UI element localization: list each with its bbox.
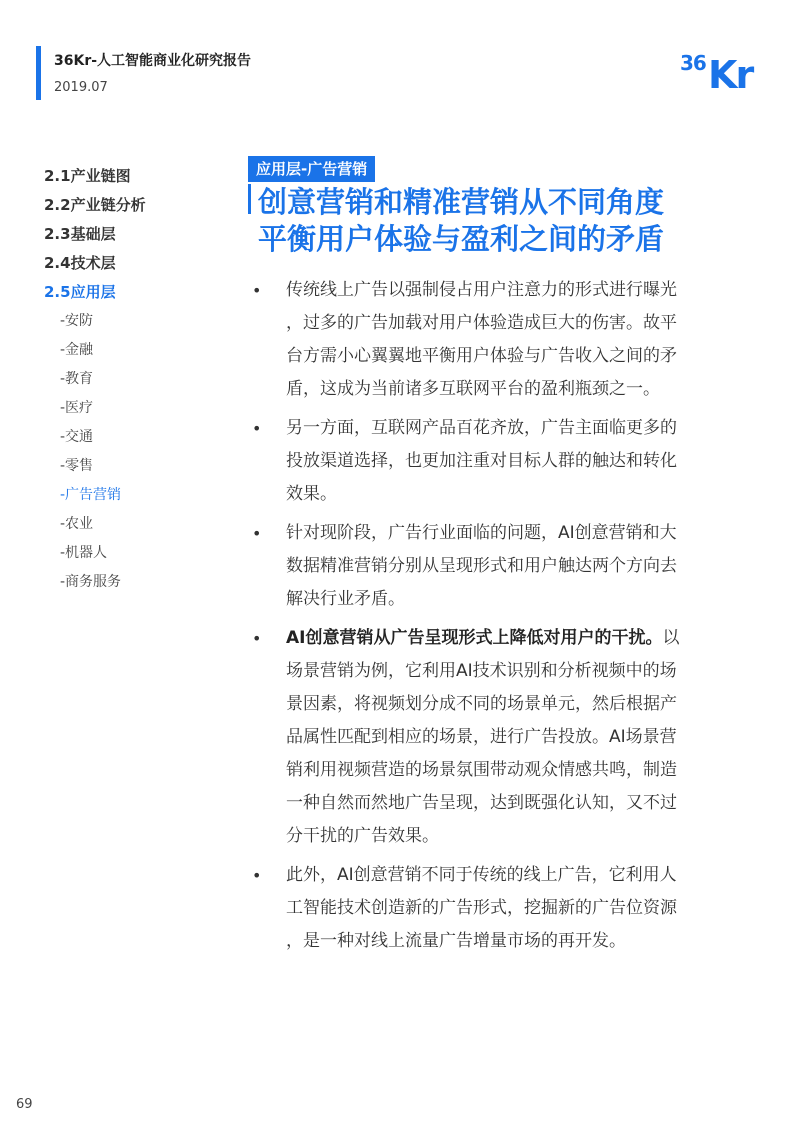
toc-sub-security[interactable]: -安防 [60, 313, 94, 329]
toc-item-2-2[interactable]: 2.2产业链分析 [44, 196, 146, 214]
36kr-logo [678, 44, 768, 94]
bullet-item-2 [252, 412, 732, 511]
bullet-line: 效果。 [286, 484, 337, 504]
bullet-dot: • [252, 281, 262, 300]
toc-sub-retail[interactable]: -零售 [60, 458, 94, 474]
bullet-line: 分干扰的广告效果。 [286, 826, 439, 846]
bullet-line-lead [286, 622, 732, 655]
headline-line-1: 创意营销和精准营销从不同角度 [258, 185, 665, 219]
section-headline [258, 184, 758, 258]
bullet-item-3 [252, 517, 732, 616]
report-title: 36Kr-人工智能商业化研究报告 [54, 53, 252, 69]
bullet-line: 数据精准营销分别从呈现形式和用户触达两个方向去 [286, 556, 677, 576]
logo-text-kr: Kr [708, 53, 753, 94]
bullet-list [252, 274, 732, 964]
bullet-line: ，过多的广告加载对用户体验造成巨大的伤害。故平 [286, 313, 677, 333]
bullet-dot: • [252, 419, 262, 438]
toc-sub-finance[interactable]: -金融 [60, 342, 94, 358]
toc-item-2-4[interactable]: 2.4技术层 [44, 254, 116, 272]
section-tag: 应用层-广告营销 [248, 156, 375, 182]
toc-sub-medical[interactable]: -医疗 [60, 400, 94, 416]
bullet-line: 投放渠道选择，也更加注重对目标人群的触达和转化 [286, 451, 677, 471]
bullet-line: 传统线上广告以强制侵占用户注意力的形式进行曝光 [286, 280, 677, 300]
bullet-dot: • [252, 866, 262, 885]
bullet-line: 针对现阶段，广告行业面临的问题，AI创意营销和大 [286, 523, 677, 543]
toc-sub-robotics[interactable]: -机器人 [60, 545, 108, 561]
bullet-line: 景因素，将视频划分成不同的场景单元，然后根据产 [286, 694, 677, 714]
bullet-line: 销利用视频营造的场景氛围带动观众情感共鸣，制造 [286, 760, 677, 780]
page-number: 69 [16, 1097, 33, 1112]
bullet-item-1 [252, 274, 732, 406]
bullet-line: ，是一种对线上流量广告增量市场的再开发。 [286, 931, 626, 951]
toc-sub-advertising[interactable]: -广告营销 [60, 487, 122, 503]
bullet-line: 解决行业矛盾。 [286, 589, 405, 609]
bullet-line: 台方需小心翼翼地平衡用户体验与广告收入之间的矛 [286, 346, 677, 366]
bullet-line: 此外，AI创意营销不同于传统的线上广告，它利用人 [286, 865, 677, 885]
toc-item-2-5[interactable]: 2.5应用层 [44, 283, 116, 301]
logo-text-36: 36 [680, 51, 706, 75]
headline-line-2: 平衡用户体验与盈利之间的矛盾 [258, 222, 665, 256]
toc-item-2-1[interactable]: 2.1产业链图 [44, 167, 131, 185]
toc-sub-business-services[interactable]: -商务服务 [60, 574, 122, 590]
report-date: 2019.07 [54, 80, 108, 95]
header-accent-bar [36, 46, 41, 100]
bullet-dot: • [252, 629, 262, 648]
bullet-dot: • [252, 524, 262, 543]
bullet-line: 品属性匹配到相应的场景，进行广告投放。AI场景营 [286, 727, 677, 747]
bullet-strong-text: AI创意营销从广告呈现形式上降低对用户的干扰。 [286, 628, 663, 648]
bullet-item-4 [252, 622, 732, 853]
bullet-line: 盾，这成为当前诸多互联网平台的盈利瓶颈之一。 [286, 379, 660, 399]
toc-sub-transport[interactable]: -交通 [60, 429, 94, 445]
bullet-line: 一种自然而然地广告呈现，达到既强化认知，又不过 [286, 793, 677, 813]
bullet-lead-rest: 以 [662, 628, 680, 648]
toc-sub-agriculture[interactable]: -农业 [60, 516, 94, 532]
headline-accent-bar [248, 184, 251, 214]
bullet-line: 场景营销为例，它利用AI技术识别和分析视频中的场 [286, 661, 677, 681]
toc-sub-education[interactable]: -教育 [60, 371, 94, 387]
bullet-line: 工智能技术创造新的广告形式，挖掘新的广告位资源 [286, 898, 677, 918]
bullet-item-5 [252, 859, 732, 958]
toc-item-2-3[interactable]: 2.3基础层 [44, 225, 116, 243]
table-of-contents [44, 162, 234, 597]
bullet-line: 另一方面，互联网产品百花齐放，广告主面临更多的 [286, 418, 677, 438]
